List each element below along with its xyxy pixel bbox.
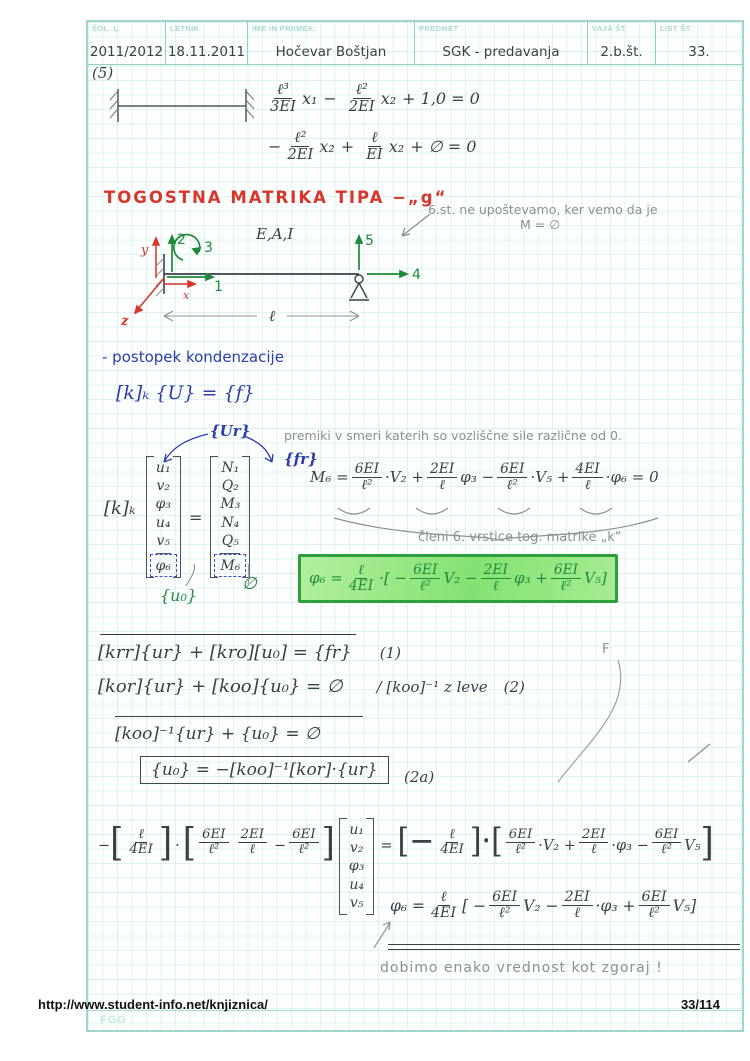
- ur-label: {Ur}: [210, 422, 251, 440]
- fraction: $\frac{2EI}{\text{ℓ}}$: [238, 828, 267, 858]
- equation-top-1: [264, 82, 480, 115]
- term: φ₆ =: [390, 896, 425, 915]
- fraction: $\frac{6EI}{\text{ℓ²}}$: [497, 462, 527, 493]
- term: ·φ₃ −: [611, 838, 649, 854]
- bracket: ]·[: [469, 821, 503, 862]
- field-label: LIST ŠT.: [660, 24, 693, 33]
- vector-entry: φ₃: [348, 858, 365, 875]
- margin-note: (5): [92, 64, 114, 82]
- note-6th-dof: [428, 202, 738, 232]
- term: + 1,0 = 0: [402, 88, 480, 108]
- header-cell-ime: [248, 22, 415, 64]
- fraction: $\frac{\text{ℓ²}}{2EI}$: [287, 129, 314, 163]
- fraction: $\frac{6EI}{\text{ℓ²}}$: [289, 828, 318, 858]
- header-cell-sol-l: [88, 22, 166, 64]
- fraction: $\frac{\text{ℓ}}{EI}$: [366, 129, 383, 163]
- dof1-label: 1: [214, 279, 223, 295]
- fgg-logo: FGG: [100, 1014, 127, 1026]
- fraction: $\frac{6EI}{\text{ℓ²}}$: [551, 563, 581, 594]
- term: ·φ₃ +: [595, 896, 636, 915]
- field-label: VAJA ŠT.: [592, 24, 628, 33]
- dof4-label: 4: [412, 267, 421, 283]
- bracket: ]: [700, 820, 714, 866]
- equals-sign: =: [188, 508, 203, 527]
- term: [krr]{ur} + [kro][u₀] = {fr}: [98, 642, 352, 663]
- footer-url[interactable]: http://www.student-info.net/knjiznica/: [38, 997, 268, 1012]
- pencil-curve-icon: [546, 654, 630, 790]
- vector-entry-condensed: φ₆: [156, 553, 171, 575]
- term: + ∅ = 0: [410, 136, 477, 156]
- field-label: ŠOL. L.: [92, 24, 122, 33]
- fraction: $\frac{2EI}{\text{ℓ}}$: [579, 828, 608, 858]
- fraction: $\frac{2EI}{\text{ℓ}}$: [481, 563, 511, 594]
- vector-entry: M₃: [220, 496, 241, 513]
- field-value: 2011/2012: [89, 44, 164, 60]
- fraction: $\frac{6EI}{\text{ℓ²}}$: [639, 890, 670, 922]
- field-label: LETNIK: [170, 24, 200, 33]
- beam-diagram: [97, 232, 437, 344]
- operator: −: [268, 136, 282, 156]
- field-value: Hočevar Boštjan: [275, 44, 387, 60]
- dof2-label: 2: [177, 232, 186, 248]
- fixed-beam-sketch: [100, 76, 260, 134]
- term: x₂: [380, 88, 397, 108]
- note-line: 6.st. ne upoštevamo, ker vemo da je: [428, 202, 658, 217]
- fraction: $\frac{6EI}{\text{ℓ²}}$: [410, 563, 440, 594]
- double-underline: [388, 944, 740, 950]
- equation-number-2a: (2a): [404, 768, 435, 786]
- equals-sign: =: [380, 838, 393, 854]
- bracket: [−: [397, 821, 435, 862]
- fraction: $\frac{2EI}{\text{ℓ}}$: [562, 890, 593, 922]
- vector-entry: Q₂: [221, 478, 239, 495]
- field-value: 18.11.2011: [167, 44, 246, 60]
- field-label: IME IN PRIIMEK:: [252, 24, 317, 33]
- equation-number: (2): [503, 677, 525, 696]
- term: M₆ =: [310, 468, 349, 487]
- bracket: ]: [600, 569, 607, 588]
- axis-x-label: x: [183, 289, 190, 302]
- term: V₂ −: [443, 569, 478, 588]
- bracket: [: [110, 820, 124, 866]
- fraction: $\frac{4EI}{\text{ℓ}}$: [572, 462, 602, 493]
- operation-note: / [koo]⁻¹ z leve: [376, 677, 488, 696]
- displacement-vector: [339, 818, 374, 915]
- bracket: [: [182, 820, 197, 866]
- header-cell-vaja: [588, 22, 656, 64]
- bracket: ]: [321, 820, 335, 866]
- matrix-equation: [104, 456, 250, 578]
- vector-entry: Q₅: [221, 532, 239, 549]
- fr-label: {fr}: [284, 450, 318, 468]
- field-label: PREDMET: [419, 24, 459, 33]
- fraction: $\frac{6EI}{\text{ℓ²}}$: [352, 462, 382, 493]
- roller-support: [349, 275, 369, 300]
- boxed-result-2a: {u₀} = −[koo]⁻¹[kor]·{ur}: [140, 756, 389, 784]
- vector-entry: N₄: [221, 514, 240, 531]
- axis-z-label: z: [121, 314, 129, 329]
- dimension-line: [164, 311, 359, 321]
- m6-equation: [310, 462, 659, 493]
- vector-entry: u₁: [155, 460, 171, 476]
- vector-entry: v₂: [349, 840, 364, 857]
- fraction: $\frac{\text{ℓ³}}{3EI}$: [270, 81, 296, 115]
- term: ·V₂ +: [538, 838, 576, 854]
- vector-entry: v₂: [156, 478, 170, 495]
- vector-entry: v₅: [349, 894, 364, 911]
- vector-entry-condensed: M₆: [220, 553, 240, 575]
- operator: −: [274, 838, 287, 854]
- term: φ₆ =: [309, 569, 343, 588]
- term: V₅: [684, 838, 701, 854]
- bracket: ]: [690, 896, 697, 915]
- fraction: $\frac{\text{ℓ²}}{2EI}$: [348, 81, 375, 115]
- fraction: $\frac{\text{ℓ}}{4EI}$: [129, 827, 153, 858]
- highlighted-result-box: [298, 554, 618, 603]
- beam-material-label: E,A,I: [256, 225, 294, 243]
- note-dobimo: dobimo enako vrednost kot zgoraj !: [380, 960, 663, 976]
- vector-entry: φ₃: [155, 496, 171, 513]
- axis-y-label: y: [141, 243, 149, 258]
- note-cleni: členi 6. vrstice tog. matrike „k“: [418, 530, 622, 545]
- header-cell-letnik: [166, 22, 248, 64]
- header-cell-list: [656, 22, 742, 64]
- equation-koo-inverse: [koo]⁻¹{ur} + {u₀} = ∅: [115, 724, 320, 744]
- equation-1: [98, 642, 401, 663]
- equation-2: [98, 676, 525, 697]
- operator: ·: [175, 838, 180, 854]
- fraction: $\frac{6EI}{\text{ℓ²}}$: [652, 828, 681, 858]
- term: V₅: [584, 569, 601, 588]
- term: ·V₂ +: [385, 468, 424, 487]
- header-table: [88, 22, 742, 65]
- term: ·V₅ +: [530, 468, 570, 487]
- fraction: $\frac{6EI}{\text{ℓ²}}$: [199, 828, 228, 858]
- fraction: $\frac{\text{ℓ}}{4EI}$: [440, 827, 464, 858]
- vector-entry: v₅: [156, 532, 170, 549]
- field-value: SGK - predavanja: [442, 44, 560, 60]
- term: x₂: [388, 136, 405, 156]
- vector-entry: u₄: [155, 514, 171, 531]
- phi6-final-equation: [390, 890, 696, 922]
- term: V₂ −: [523, 896, 559, 915]
- header-cell-predmet: [415, 22, 588, 64]
- equation-number: (1): [379, 643, 401, 662]
- connector-strokes-icon: [172, 562, 262, 592]
- f-mark: F: [602, 642, 610, 657]
- term: ·φ₆ = 0: [605, 468, 659, 487]
- field-value: 33.: [688, 44, 710, 60]
- note-line: M = ∅: [520, 217, 561, 232]
- vector-entry: u₁: [349, 822, 364, 838]
- u0-label: {u₀}: [160, 586, 198, 605]
- divider-line: [115, 716, 363, 717]
- condensation-heading: - postopek kondenzacije: [102, 348, 284, 366]
- fraction: $\frac{\text{ℓ}}{4EI}$: [430, 889, 457, 922]
- pencil-tick-icon: [684, 740, 714, 766]
- section-title: TOGOSTNA MATRIKA TIPA −„g“: [104, 188, 448, 207]
- bracket: ·[ −: [379, 569, 408, 588]
- fraction: $\frac{2EI}{\text{ℓ}}$: [427, 462, 457, 493]
- term: x₂: [319, 136, 335, 156]
- f-vector: [210, 456, 250, 578]
- bracket: [ −: [462, 896, 487, 915]
- dof5-label: 5: [365, 233, 374, 249]
- term: φ₃ +: [513, 569, 548, 588]
- length-label: ℓ: [269, 307, 276, 325]
- vector-entry: N₁: [221, 460, 240, 476]
- empty-set-label: ∅: [242, 574, 257, 594]
- fraction: $\frac{\text{ℓ}}{4EI}$: [348, 562, 374, 594]
- fraction: $\frac{6EI}{\text{ℓ²}}$: [489, 890, 520, 922]
- k-matrix-label: [k]ₖ: [104, 498, 136, 519]
- term: φ₃ −: [460, 468, 495, 487]
- term: V₅: [672, 896, 691, 915]
- bracket: ]: [158, 820, 173, 866]
- vector-entry: u₄: [349, 876, 364, 893]
- term: x₁: [301, 88, 318, 108]
- fraction: $\frac{6EI}{\text{ℓ²}}$: [506, 828, 535, 858]
- equation-top-2: [268, 130, 476, 163]
- dof3-label: 3: [204, 240, 213, 256]
- term: [kor]{ur} + [koo]{u₀} = ∅: [98, 676, 343, 697]
- operator: +: [340, 136, 355, 156]
- divider-line: [100, 634, 356, 635]
- phi6-condensed-equation: [309, 563, 607, 594]
- operator: −: [323, 88, 337, 108]
- note-premiki: premiki v smeri katerih so vozliščne sile različne od 0.: [284, 428, 622, 443]
- notebook-sheet: [86, 20, 744, 1032]
- footer-page-number: 33/114: [680, 997, 720, 1012]
- operator: −: [98, 838, 111, 854]
- stiffness-equation: [k]ₖ {U} = {f}: [116, 382, 255, 404]
- u-vector: [146, 456, 181, 578]
- field-value: 2.b.št.: [600, 44, 643, 60]
